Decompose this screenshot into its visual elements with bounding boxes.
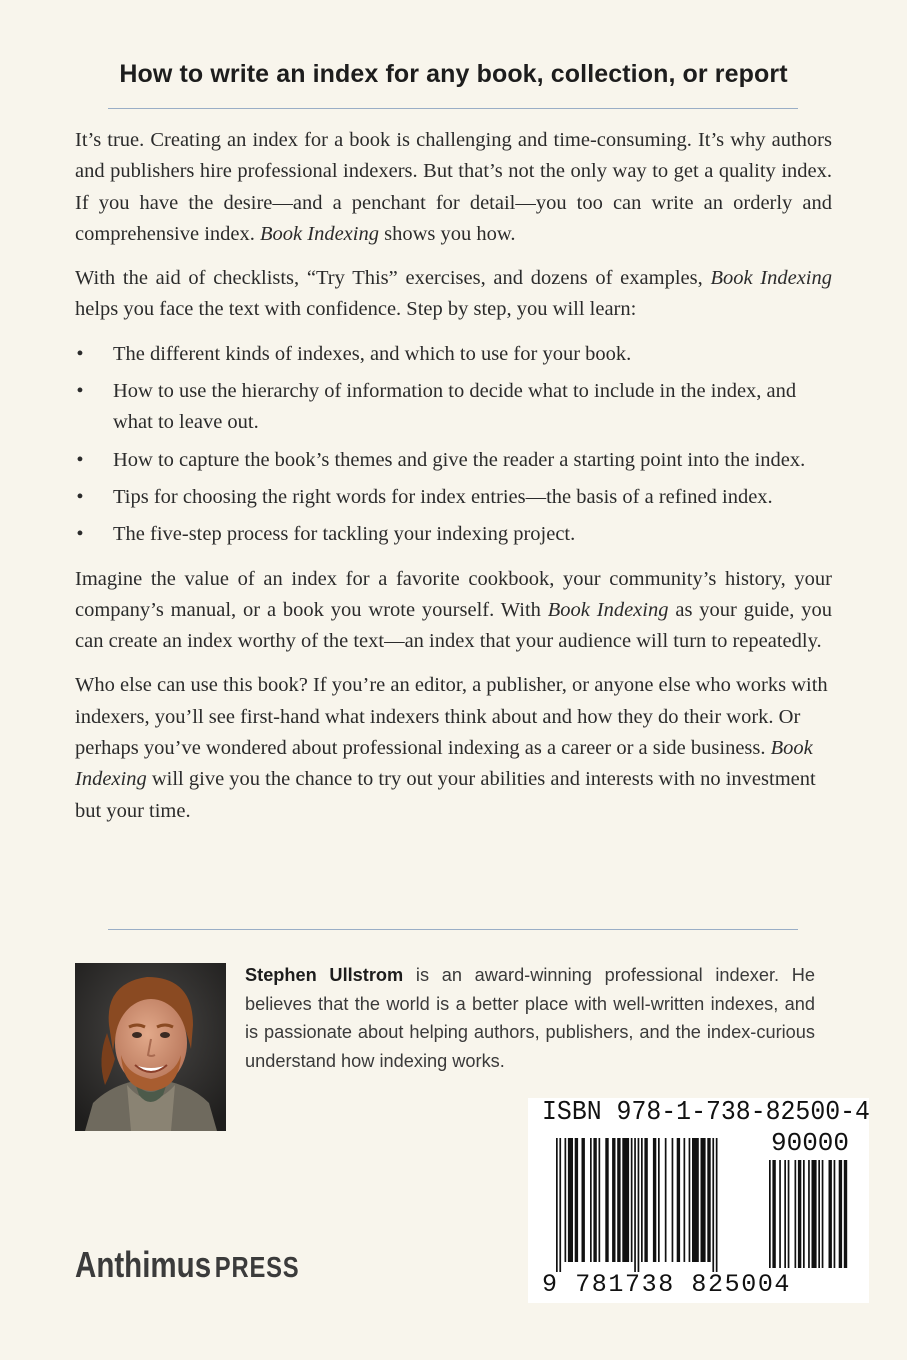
barcode-bar (788, 1160, 790, 1268)
bullet-icon: • (76, 342, 84, 365)
barcode-bar (839, 1160, 842, 1268)
text-run: shows you how. (378, 222, 516, 245)
barcode-bar (653, 1138, 656, 1262)
book-title: Book Indexing (260, 222, 379, 245)
bullet-icon: • (76, 523, 84, 546)
barcode-bar (634, 1138, 636, 1272)
audience-paragraph (75, 670, 832, 826)
barcode-bar (829, 1160, 832, 1268)
barcode-bar (677, 1138, 680, 1262)
barcode-bar (707, 1138, 710, 1262)
book-title: Book Indexing (547, 598, 669, 621)
bullet-icon: • (76, 485, 84, 508)
barcode-bar (565, 1138, 567, 1262)
isbn-number: ISBN 978-1-738-82500-4 (542, 1098, 870, 1128)
barcode-bar (612, 1138, 615, 1262)
barcode-bar (644, 1138, 647, 1262)
barcode-bar (822, 1160, 824, 1268)
intro-paragraph-2 (75, 263, 832, 326)
book-title: Book Indexing (710, 267, 832, 290)
barcode-bar (631, 1138, 633, 1262)
barcode-bar (641, 1138, 643, 1262)
text-run: Who else can use this book? If you’re an editor, a publisher, or anyone else who works with indexers, you’ll see first-hand what indexers think about and how they do their work. Or perhaps you’ve wondered about professional indexing as a career or a side business. (75, 674, 828, 760)
list-item-text: How to use the hierarchy of information to decide what to include in the index, and what to leave out. (113, 380, 797, 434)
text-run: helps you face the text with confidence. Step by step, you will learn: (75, 298, 637, 321)
barcode-bar (689, 1138, 691, 1262)
list-item-text: The different kinds of indexes, and which to use for your book. (113, 342, 632, 365)
barcode-bar (665, 1138, 667, 1262)
barcode-bar (599, 1138, 601, 1262)
value-paragraph (75, 564, 832, 658)
barcode-bar (568, 1138, 573, 1262)
barcode-bar (772, 1160, 775, 1268)
barcode-bar (692, 1138, 699, 1262)
barcode-bar (769, 1160, 771, 1268)
list-item (75, 339, 832, 370)
headline: How to write an index for any book, collection, or report (119, 60, 788, 88)
list-item (75, 445, 832, 476)
barcode-bar (559, 1138, 561, 1272)
addon-barcode-bars (769, 1160, 861, 1278)
barcode-bar (818, 1160, 820, 1268)
intro-paragraph-1 (75, 125, 832, 250)
barcode-bar (701, 1138, 706, 1262)
author-photo (75, 963, 226, 1131)
barcode-bar (812, 1160, 817, 1268)
text-run: It’s true. Creating an index for a book is challenging and time-consuming. It’s why authors and publishers hire professional indexers. But that’s not the only way to get a quality index. If you have the desire—and a penchant for detail—you too can write an orderly and comprehensive index. (75, 129, 832, 245)
barcode-bar (617, 1138, 620, 1262)
ean-digits: 9 781738 825004 (542, 1270, 792, 1299)
barcode-bar (844, 1160, 847, 1268)
barcode-bar (803, 1160, 805, 1268)
text-run: Imagine the value of an index for a favorite cookbook, your community’s history, your company’s manual, or a book you wrote yourself. With (75, 567, 832, 621)
barcode-bar (834, 1160, 836, 1268)
isbn-barcode (528, 1098, 869, 1303)
text-run: With the aid of checklists, “Try This” exercises, and dozens of examples, (75, 267, 711, 290)
list-item (75, 519, 832, 550)
author-bio-text: is an award-winning professional indexer. He believes that the world is a better place with well-written indexes, and is passionate about helping authors, publishers, and the index-curious understand how indexing works. (245, 965, 815, 1071)
top-divider (108, 108, 798, 109)
barcode-bar (638, 1138, 640, 1272)
barcode-bar (556, 1138, 558, 1272)
barcode-bar (593, 1138, 596, 1262)
learning-list (75, 339, 832, 551)
barcode-bar (784, 1160, 786, 1268)
price-code: 90000 (771, 1128, 850, 1158)
bio-divider (108, 929, 798, 930)
barcode-bar (575, 1138, 578, 1262)
barcode-bar (808, 1160, 810, 1268)
list-item-text: Tips for choosing the right words for index entries—the basis of a refined index. (113, 485, 773, 508)
publisher-name: Anthimus (75, 1244, 212, 1285)
bullet-icon: • (76, 448, 84, 471)
barcode-bar (622, 1138, 629, 1262)
text-run: will give you the chance to try out your abilities and interests with no investment but your time. (75, 768, 816, 822)
description (75, 125, 832, 840)
text-run: as your guide, you can create an index worthy of the text—an index that your audience will turn to repeatedly. (75, 598, 833, 653)
publisher-press: PRESS (214, 1252, 300, 1284)
barcode-bar (582, 1138, 585, 1262)
barcode-bar (712, 1138, 714, 1272)
barcode-bar (684, 1138, 686, 1262)
book-title: Book Indexing (75, 737, 813, 791)
barcode-bar (795, 1160, 797, 1268)
author-bio (245, 961, 815, 1075)
bullet-icon: • (76, 380, 84, 403)
barcode-bar (779, 1160, 781, 1268)
list-item-text: How to capture the book’s themes and give the reader a starting point into the index. (113, 448, 806, 471)
barcode-bar (590, 1138, 592, 1262)
list-item-text: The five-step process for tackling your indexing project. (113, 523, 576, 546)
list-item (75, 482, 832, 513)
list-item (75, 376, 832, 439)
barcode-bar (798, 1160, 801, 1268)
barcode-bar (672, 1138, 674, 1262)
author-name: Stephen Ullstrom (245, 965, 404, 985)
barcode-bar (605, 1138, 608, 1262)
barcode-bar (658, 1138, 660, 1262)
barcode-bar (716, 1138, 718, 1272)
barcode-bars (556, 1138, 761, 1278)
publisher-logo (75, 1244, 300, 1286)
